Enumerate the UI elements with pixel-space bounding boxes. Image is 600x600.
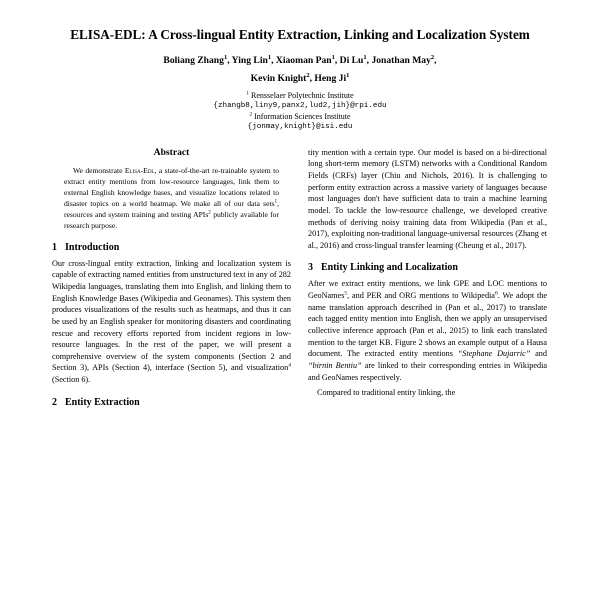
section-title-3: Entity Linking and Localization bbox=[321, 262, 458, 274]
section-heading-entity-linking bbox=[308, 262, 547, 273]
section-title-1: Introduction bbox=[65, 241, 120, 253]
left-column bbox=[52, 147, 291, 413]
abstract-heading: Abstract bbox=[153, 146, 190, 158]
authors-line-2: Kevin Knight$^2$, Heng Ji$^1$ bbox=[250, 72, 350, 85]
two-column-body bbox=[52, 147, 548, 413]
right-paragraph-2: After we extract entity mentions, we link GPE and LOC mentions to GeoNames$^5$, and PER and ORG mentions to Wikipedia$^6$. We adopt the name translation approach described in (Pan et al., 2017) to translate each tagged entity mention into English, then we apply an unsupervised collective inference approach (Pan et al., 2015) to link each translated mention to the target KB. Figure 2 shows an example output of a Hausa document. The extracted entity mentions “Stephane Dujarric” and “birnin Bentiu” are linked to their corresponding entries in Wikipedia and GeoNames respectively. bbox=[308, 279, 548, 382]
affiliation-2: $^2$ Information Sciences Institute bbox=[249, 110, 351, 121]
email-1: {zhangb8,liny9,panx2,lud2,jih}@rpi.edu bbox=[213, 102, 387, 111]
authors-line-1: Boliang Zhang$^1$, Ying Lin$^1$, Xiaoman Pan$^1$, Di Lu$^1$, Jonathan May$^2$, bbox=[163, 53, 437, 66]
section-number-3: 3 bbox=[308, 262, 313, 274]
affiliation-1: $^1$ Rensselaer Polytechnic Institute bbox=[246, 89, 354, 100]
right-paragraph-1: tity mention with a certain type. Our model is based on a bi-directional long short-term memory (LSTM) networks with a Conditional Random Fields (CRFs) layer (Chiu and Nichols, 2016). It is challenging to perform entity extraction across a massive variety of languages because most languages don't have sufficient data to train a machine learning model. To tackle the low-resource challenge, we developed creative methods of deriving noisy training data from Wikipedia (Pan et al., 2017), exploiting non-traditional language-universal resources (Zhang et al., 2016) and cross-lingual transfer learning (Cheung et al., 2017). bbox=[308, 147, 547, 250]
right-paragraph-3: Compared to traditional entity linking, the bbox=[317, 388, 456, 398]
section-number-2: 2 bbox=[52, 396, 57, 408]
abstract-text: We demonstrate Elisa-Edl, a state-of-the-art re-trainable system to extract entity mentions from low-resource languages, link them to external English knowledge bases, and visualize locations related to disaster topics on a world heatmap. We make all of our data sets$^1$, resources and system training and testing APIs$^2$ publicly available for research purpose. bbox=[64, 165, 280, 230]
intro-paragraph: Our cross-lingual entity extraction, linking and localization system is capable of extracting named entities from unstructured text in any of 282 Wikipedia languages, translating them into English, and linking them to English Knowledge Bases (Wikipedia and Geonames). This system then produces visualizations of the results such as heatmaps, and thus it can be used by an English speaker for monitoring disasters and coordinating rescue and recovery efforts reported from incident regions in low-resource languages. In the rest of the paper, we will present a comprehensive overview of the system components (Section 2 and Section 3), APIs (Section 4), interface (Section 5), and visualization$^4$ (Section 6). bbox=[52, 258, 291, 385]
section-heading-entity-extraction bbox=[52, 397, 291, 408]
email-2: {jonmay,knight}@isi.edu bbox=[247, 123, 353, 132]
right-column bbox=[308, 147, 547, 413]
page-title: ELISA-EDL: A Cross-lingual Entity Extraction, Linking and Localization System bbox=[70, 27, 530, 42]
section-heading-introduction bbox=[52, 242, 291, 253]
section-title-2: Entity Extraction bbox=[65, 396, 140, 408]
section-number-1: 1 bbox=[52, 241, 57, 253]
